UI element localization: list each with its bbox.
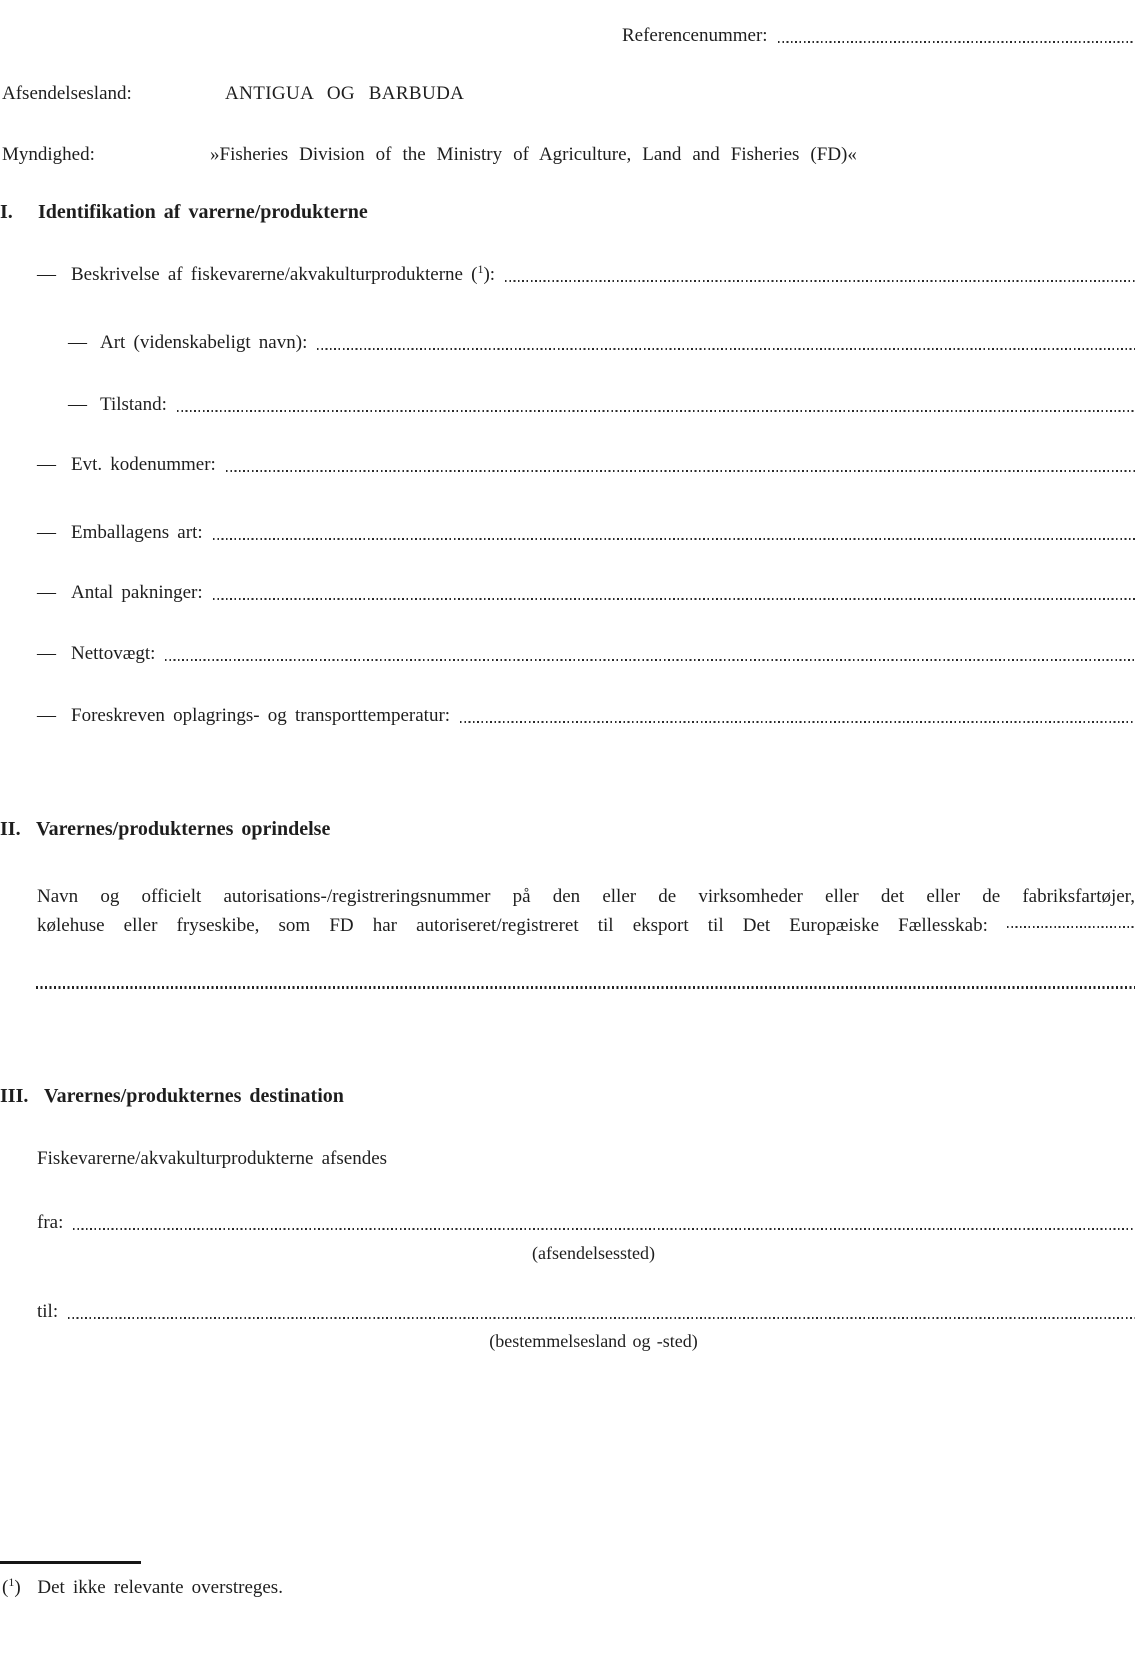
continuation-dotted-line: [36, 986, 1135, 989]
origin-paragraph-line-2-text: kølehuse eller fryseskibe, som FD har autoriseret/registreret til eksport til Det Europæiske Fællesskab:: [37, 915, 988, 936]
item-label: Art (videnskabeligt navn):: [100, 332, 308, 353]
authority-label: Myndighed:: [2, 144, 95, 165]
field-row-beskrivelse: [37, 263, 1135, 286]
dotted-leader: [165, 659, 1135, 661]
reference-label: Referencenummer:: [622, 25, 768, 46]
item-dash: —: [37, 454, 56, 475]
footnote-marker-open: (: [2, 1577, 9, 1598]
from-row: [37, 1211, 1135, 1234]
dotted-leader: [226, 470, 1135, 472]
origin-paragraph-line-2: [37, 911, 1135, 940]
dotted-leader: [213, 538, 1135, 540]
origin-paragraph-line-1: Navn og officielt autorisations-/registreringsnummer på den eller de virksomheder eller det eller de fabriksfartøjer,: [37, 886, 1135, 907]
item-dash: —: [68, 394, 87, 415]
item-label: Antal pakninger:: [71, 582, 203, 603]
dispatch-intro: Fiskevarerne/akvakulturprodukterne afsendes: [37, 1148, 388, 1169]
to-row: [37, 1300, 1135, 1323]
field-row-tilstand: [68, 393, 1135, 416]
section-i-numeral: I.: [0, 201, 13, 223]
field-row-pakninger: [37, 581, 1135, 604]
item-dash: —: [37, 264, 56, 285]
item-label-suffix: ):: [483, 264, 496, 285]
item-label: Nettovægt:: [71, 643, 156, 664]
item-label: Tilstand:: [100, 394, 167, 415]
origin-paragraph: [37, 882, 1135, 940]
dotted-leader: [460, 721, 1135, 723]
field-row-art: [68, 331, 1135, 354]
footnote-text: Det ikke relevante overstreges.: [37, 1577, 283, 1598]
country-label: Afsendelsesland:: [2, 83, 132, 104]
footnote-rule: [0, 1561, 141, 1564]
from-caption: (afsendelsessted): [532, 1243, 655, 1263]
item-dash: —: [37, 582, 56, 603]
section-ii-numeral: II.: [0, 818, 21, 840]
dotted-leader: [317, 348, 1135, 350]
field-row-emballage: [37, 521, 1135, 544]
footnote: [2, 1577, 283, 1599]
item-label-text: Beskrivelse af fiskevarerne/akvakulturprodukterne (: [71, 264, 478, 285]
section-iii-title: Varernes/produkternes destination: [44, 1085, 344, 1107]
section-i-title: Identifikation af varerne/produkterne: [38, 201, 368, 223]
section-ii-heading: [0, 818, 330, 841]
item-dash: —: [37, 643, 56, 664]
item-dash: —: [68, 332, 87, 353]
section-iii-numeral: III.: [0, 1085, 29, 1107]
country-value: ANTIGUA OG BARBUDA: [225, 83, 465, 104]
from-label: fra:: [37, 1212, 64, 1233]
authority-value: »Fisheries Division of the Ministry of Agriculture, Land and Fisheries (FD)«: [210, 144, 857, 165]
item-label: [71, 263, 495, 286]
to-caption: (bestemmelsesland og -sted): [489, 1331, 698, 1351]
dotted-leader: [73, 1228, 1135, 1230]
field-row-kodenummer: [37, 453, 1135, 476]
section-iii-heading: [0, 1085, 344, 1108]
footnote-marker-close: ): [14, 1577, 21, 1598]
item-label: Emballagens art:: [71, 522, 203, 543]
field-row-temperatur: [37, 704, 1135, 727]
dotted-leader: [213, 598, 1135, 600]
section-i-heading: [0, 201, 368, 224]
reference-dotted-line: [778, 41, 1135, 43]
dotted-leader: [1007, 926, 1135, 928]
reference-row: [622, 24, 1135, 47]
field-row-nettovaegt: [37, 642, 1135, 665]
item-dash: —: [37, 522, 56, 543]
item-label: Foreskreven oplagrings- og transporttemperatur:: [71, 705, 451, 726]
dotted-leader: [68, 1317, 1135, 1319]
footnote-marker-number: 1: [8, 1575, 15, 1589]
item-label: Evt. kodenummer:: [71, 454, 216, 475]
section-ii-title: Varernes/produkternes oprindelse: [36, 818, 331, 840]
dotted-leader: [177, 410, 1135, 412]
footnote-ref-icon: 1: [477, 262, 484, 276]
footnote-marker: [2, 1577, 21, 1598]
to-label: til:: [37, 1301, 59, 1322]
dotted-leader: [505, 280, 1135, 282]
item-dash: —: [37, 705, 56, 726]
